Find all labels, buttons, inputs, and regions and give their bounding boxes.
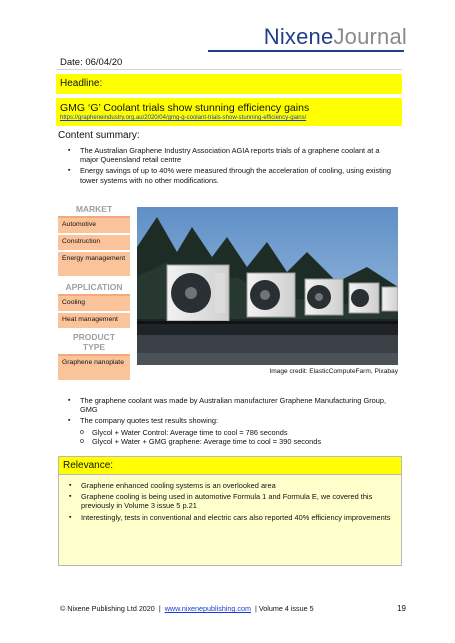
details-section: [66, 396, 396, 446]
summary-bullet: ▪ Energy savings of up to 40% were measured through the acceleration of cooling, using existing tower systems with no other modifications.: [66, 166, 396, 184]
classification-sidebar: [58, 200, 130, 382]
market-item: Energy management: [58, 252, 130, 278]
details-bullet: ▪ The graphene coolant was made by Australian manufacturer Graphene Manufacturing Group, GMG: [66, 396, 396, 414]
journal-logo: [264, 26, 407, 48]
headline-label-bar: [56, 74, 402, 94]
details-list: [66, 396, 396, 426]
logo-underline: [208, 50, 404, 52]
headline-link[interactable]: https://grapheneindustry.org.au/2020/04/gmg-g-coolant-trials-show-stunning-efficiency-gains/: [60, 115, 307, 121]
air-conditioner-units-illustration: [137, 207, 398, 365]
application-item: Cooling: [58, 296, 130, 313]
product-item: Graphene nanoplate: [58, 356, 130, 382]
date-row: [56, 54, 402, 70]
headline-title: GMG ‘G’ Coolant trials show stunning efficiency gains: [60, 102, 310, 114]
ac-unit-2: [247, 273, 295, 317]
ac-unit-5: [382, 287, 398, 311]
footer-separator: |: [158, 604, 161, 613]
product-heading-line-1: PRODUCT: [72, 332, 116, 342]
relevance-box: [58, 456, 402, 566]
headline-label: Headline:: [60, 78, 103, 89]
date-text: Date: 06/04/20: [60, 57, 123, 68]
relevance-list: [67, 481, 397, 524]
application-item: Heat management: [58, 313, 130, 330]
footer-separator: |: [254, 604, 257, 613]
relevance-bullet: ▪ Graphene enhanced cooling systems is an overlooked area: [67, 481, 397, 490]
summary-bullet: ▪ The Australian Graphene Industry Association AGIA reports trials of a graphene coolant at a major Queensland retail centre: [66, 146, 396, 164]
product-type-heading: [58, 330, 130, 356]
market-item: Automotive: [58, 218, 130, 235]
footer-copyright: © Nixene Publishing Ltd 2020: [60, 604, 155, 613]
logo-primary: Nixene: [263, 24, 334, 49]
ac-unit-4: [349, 283, 379, 313]
market-item: Construction: [58, 235, 130, 252]
headline-bar: [56, 98, 402, 126]
logo-secondary: Journal: [333, 24, 407, 49]
test-result-item: o Glycol + Water + GMG graphene: Average time to cool = 390 seconds: [66, 437, 396, 446]
image-credit: Image credit: ElasticComputeFarm, Pixabay: [269, 368, 398, 375]
footer-volume: Volume 4 issue 5: [258, 604, 314, 613]
test-results-list: [66, 428, 396, 446]
content-summary-label: Content summary:: [58, 130, 140, 141]
relevance-bullet: ▪ Graphene cooling is being used in automotive Formula 1 and Formula E, we covered this previously in Volume 3 issue 5 p.21: [67, 492, 397, 510]
application-heading: APPLICATION: [58, 278, 130, 296]
ac-unit-3: [305, 279, 343, 315]
test-result-item: o Glycol + Water Control: Average time to cool = 786 seconds: [66, 428, 396, 437]
page-number: 19: [397, 604, 406, 613]
content-summary-list: [66, 146, 396, 187]
article-photo: [137, 207, 398, 365]
ac-unit-1: [167, 265, 229, 321]
details-bullet: ▪ The company quotes test results showing:: [66, 416, 396, 425]
relevance-label: Relevance:: [59, 457, 401, 475]
relevance-bullet: ▪ Interestingly, tests in conventional and electric cars also reported 40% efficiency improvements: [67, 513, 397, 522]
footer-website-link[interactable]: www.nixenepublishing.com: [164, 604, 251, 613]
product-heading-line-2: TYPE: [82, 342, 106, 352]
market-heading: MARKET: [58, 200, 130, 218]
page-footer: [60, 604, 406, 613]
